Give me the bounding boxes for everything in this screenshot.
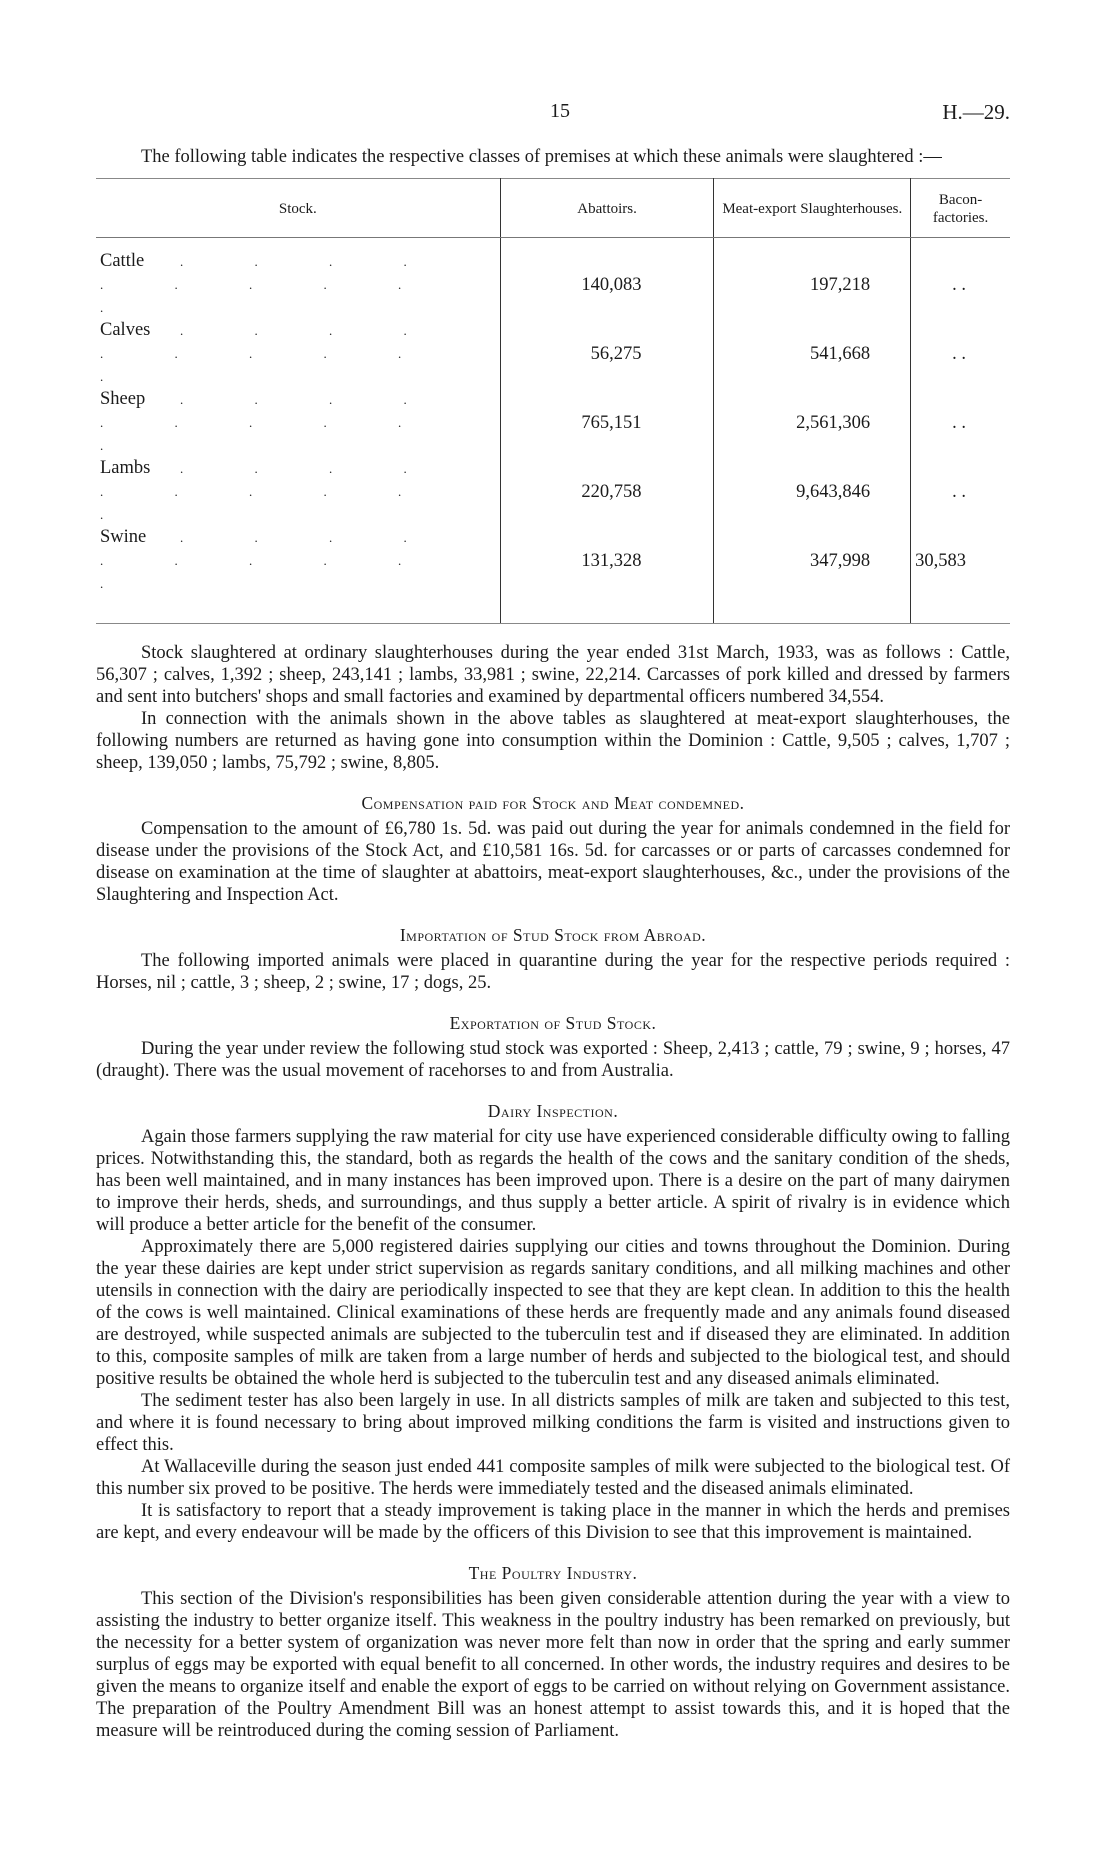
page-body [96, 146, 1010, 1742]
table-intro: The following table indicates the respective classes of premises at which these animals were slaughtered :— [141, 147, 942, 167]
paragraph: Approximately there are 5,000 registered dairies supplying our cities and towns throughout the Dominion. During the year these dairies are kept under strict supervision as regards sanitary conditions, and all milking machines and other utensils in connection with the dairy are periodically inspected to see that they are kept clean. In addition to this the health of the cows is well maintained. Clinical examinations of these herds are frequently made and any animals found diseased are destroyed, while suspected animals are subjected to the tuberculin test and if diseased they are eliminated. In addition to this, composite samples of milk are taken from a large number of herds and subjected to the biological test, and should positive results be obtained the whole herd is subjected to the tuberculin test and any diseased animals eliminated. [96, 1237, 1010, 1389]
section-heading-compensation: Compensation paid for Stock and Meat condemned. [361, 793, 745, 813]
paragraph: During the year under review the following stud stock was exported : Sheep, 2,413 ; cattle, 79 ; swine, 9 ; horses, 47 (draught). There was the usual movement of racehorses to and from Australia. [96, 1039, 1010, 1081]
stock-cell [96, 457, 500, 526]
table-row [96, 319, 1010, 388]
table-row [96, 388, 1010, 457]
paragraph: Compensation to the amount of £6,780 1s. 5d. was paid out during the year for animals condemned in the field for disease under the provisions of the Stock Act, and £10,581 16s. 5d. for carcasses or or parts of carcasses condemned for disease on examination at the time of slaughter at abattoirs, meat-export slaughterhouses, &c., under the provisions of the Slaughtering and Inspection Act. [96, 819, 1010, 905]
stock-cell [96, 238, 500, 320]
table-header-row [96, 179, 1010, 238]
meat-export-value: 347,998 [714, 526, 911, 624]
abattoirs-value: 765,151 [500, 388, 714, 457]
report-reference: H.—29. [942, 100, 1010, 124]
page-number: 15 [550, 100, 570, 122]
section-heading-importation: Importation of Stud Stock from Abroad. [399, 925, 707, 945]
leader-dots: . . . . . . . . . . [100, 254, 441, 315]
paragraph: It is satisfactory to report that a steady improvement is taking place in the manner in which the herds and premises are kept, and every endeavour will be made by the officers of this Division to see that this improvement is maintained. [96, 1501, 1010, 1543]
bacon-value: . . [911, 388, 1010, 457]
bacon-value: . . [911, 319, 1010, 388]
leader-dots: . . . . . . . . . . [100, 323, 441, 384]
section-heading-poultry: The Poultry Industry. [468, 1563, 638, 1583]
slaughter-premises-table [96, 178, 1010, 624]
leader-dots: . . . . . . . . . . [100, 530, 441, 591]
stock-name: Cattle [100, 251, 145, 271]
paragraph: This section of the Division's responsibilities has been given considerable attention during the year with a view to assisting the industry to better organize itself. This weakness in the poultry industry has been remarked on previously, but the necessity for a better system of organization was never more felt than now in order that the spring and early summer surplus of eggs may be exported with equal benefit to all concerned. In other words, the industry requires and desires to be given the means to organize itself and enable the export of eggs to be carried on without relying on Government assistance. The preparation of the Poultry Amendment Bill was an honest attempt to assist towards this, and it is hoped that the measure will be reintroduced during the coming session of Parliament. [96, 1589, 1010, 1741]
section-heading-dairy: Dairy Inspection. [487, 1101, 619, 1121]
bacon-value: . . [911, 238, 1010, 320]
abattoirs-value: 131,328 [500, 526, 714, 624]
abattoirs-value: 140,083 [500, 238, 714, 320]
stock-name: Calves [100, 320, 151, 340]
leader-dots: . . . . . . . . . . [100, 392, 441, 453]
col-header-stock: Stock. [96, 179, 500, 238]
stock-name: Lambs [100, 458, 151, 478]
meat-export-value: 541,668 [714, 319, 911, 388]
paragraph: Stock slaughtered at ordinary slaughterhouses during the year ended 31st March, 1933, was as follows : Cattle, 56,307 ; calves, 1,392 ; sheep, 243,141 ; lambs, 33,981 ; swine, 22,214. Carcasses of pork killed and dressed by farmers and sent into butchers' shops and small factories and examined by departmental officers numbered 34,554. [96, 643, 1010, 707]
paragraph: At Wallaceville during the season just ended 441 composite samples of milk were subjected to the biological test. Of this number six proved to be positive. The herds were immediately tested and the diseased animals eliminated. [96, 1457, 1010, 1499]
abattoirs-value: 220,758 [500, 457, 714, 526]
col-header-meat-export: Meat-export Slaughterhouses. [714, 179, 911, 238]
stock-cell [96, 526, 500, 624]
paragraph: Again those farmers supplying the raw material for city use have experienced considerable difficulty owing to falling prices. Notwithstanding this, the standard, both as regards the health of the cows and the sanitary condition of the sheds, has been well maintained, and in many instances has been improved upon. There is a desire on the part of many dairymen to improve their herds, sheds, and surroundings, and thus supply a better article. A spirit of rivalry is in evidence which will produce a better article for the benefit of the consumer. [96, 1127, 1010, 1235]
abattoirs-value: 56,275 [500, 319, 714, 388]
paragraph: The sediment tester has also been largely in use. In all districts samples of milk are taken and subjected to this test, and where it is found necessary to bring about improved milking conditions the farm is visited and instructions given to effect this. [96, 1391, 1010, 1455]
bacon-value: . . [911, 457, 1010, 526]
col-header-abattoirs: Abattoirs. [500, 179, 714, 238]
paragraph: In connection with the animals shown in the above tables as slaughtered at meat-export slaughterhouses, the following numbers are returned as having gone into consumption within the Dominion : Cattle, 9,505 ; calves, 1,707 ; sheep, 139,050 ; lambs, 75,792 ; swine, 8,805. [96, 709, 1010, 773]
table-row [96, 238, 1010, 320]
stock-name: Sheep [100, 389, 146, 409]
paragraph: The following imported animals were placed in quarantine during the year for the respective periods required : Horses, nil ; cattle, 3 ; sheep, 2 ; swine, 17 ; dogs, 25. [96, 951, 1010, 993]
leader-dots: . . . . . . . . . . [100, 461, 441, 522]
stock-cell [96, 388, 500, 457]
meat-export-value: 2,561,306 [714, 388, 911, 457]
table-row [96, 457, 1010, 526]
meat-export-value: 9,643,846 [714, 457, 911, 526]
table-row [96, 526, 1010, 624]
section-heading-exportation: Exportation of Stud Stock. [449, 1013, 657, 1033]
bacon-value: 30,583 [911, 526, 1010, 624]
stock-name: Swine [100, 527, 147, 547]
meat-export-value: 197,218 [714, 238, 911, 320]
col-header-bacon-factories: Bacon-factories. [911, 179, 1010, 238]
stock-cell [96, 319, 500, 388]
